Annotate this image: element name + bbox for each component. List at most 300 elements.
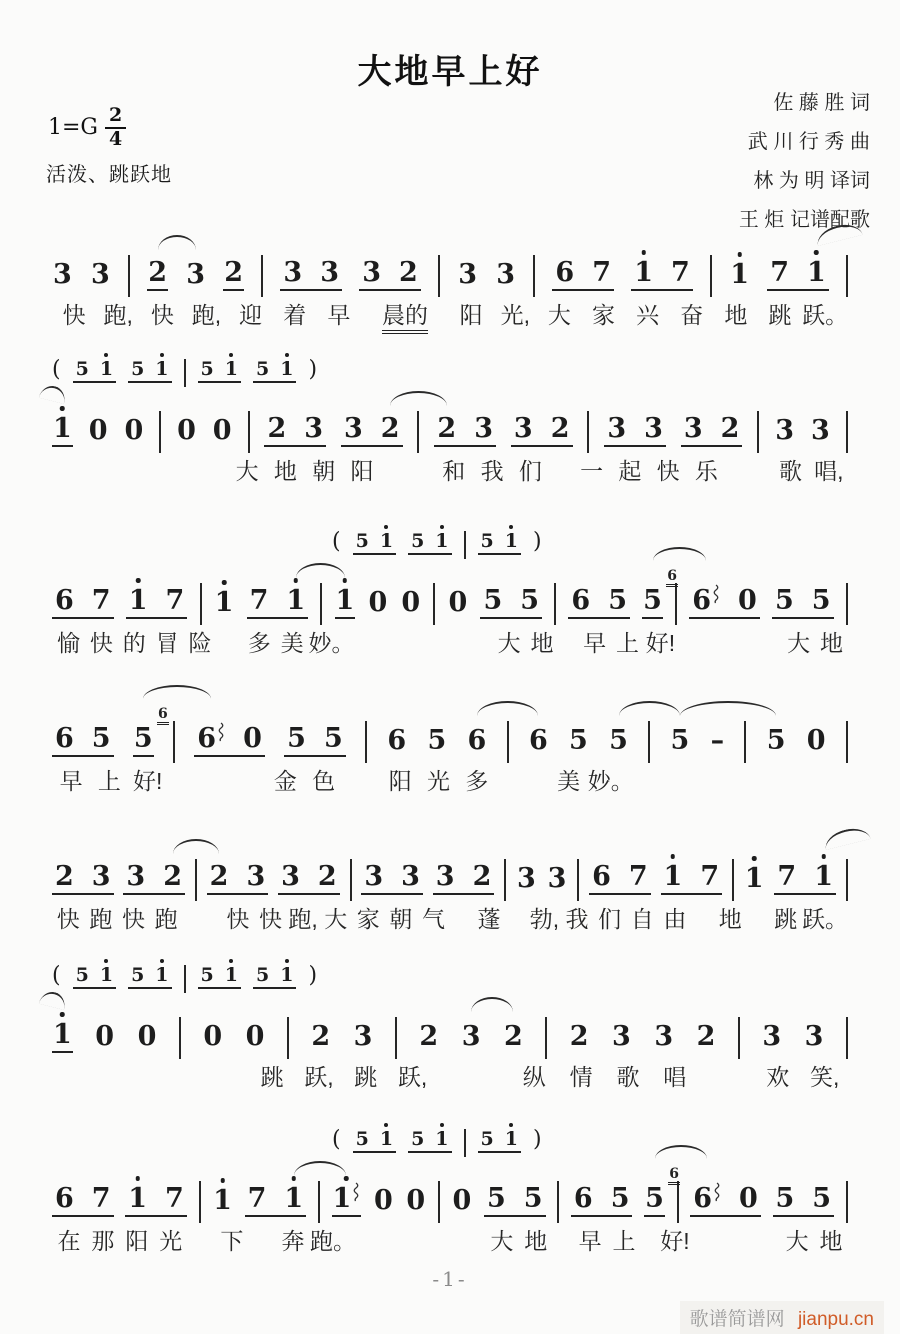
note-7 — [699, 863, 720, 890]
note-rest — [212, 417, 233, 447]
octave-dot — [292, 1176, 297, 1181]
note-digit: 6 — [573, 1183, 593, 1214]
note-5 — [523, 1185, 544, 1212]
barline — [184, 965, 186, 993]
lyric-syllable — [309, 629, 355, 659]
octave-dot — [285, 959, 289, 963]
lyric-syllable — [266, 457, 304, 487]
lyric-text: 一 — [580, 458, 604, 484]
lyric-text: 蓬 — [477, 906, 501, 932]
note-digit: 3 — [612, 1021, 631, 1052]
note-1 — [154, 360, 169, 379]
note-2 — [418, 1023, 439, 1053]
lyric-text: 欢 — [766, 1064, 790, 1090]
lyric-text: 跑 — [154, 906, 178, 932]
note-digit: 1 — [335, 585, 355, 616]
note-digit: 2 — [569, 1021, 589, 1052]
note-3 — [280, 863, 301, 890]
note-digit: 5 — [486, 1183, 506, 1214]
note-7 — [249, 587, 270, 614]
beam-group — [359, 259, 421, 291]
lyric-text: 奔 — [281, 1228, 305, 1254]
note-1 — [806, 259, 827, 286]
lyric-text: 地 — [819, 630, 843, 656]
note-digit: 3 — [474, 413, 493, 444]
note-digit: 0 — [88, 415, 108, 446]
lyric-text: 歌 — [779, 458, 803, 484]
barline — [675, 583, 677, 625]
notes-row — [52, 699, 848, 757]
lyric-text: 大 — [490, 1228, 514, 1254]
beam-group — [52, 587, 114, 619]
note-rest — [452, 1187, 473, 1217]
note-digit: 1 — [744, 863, 764, 894]
note-digit: 0 — [203, 1021, 223, 1052]
barline — [744, 721, 746, 763]
note-3 — [804, 1023, 825, 1053]
lyric-syllable — [578, 629, 611, 659]
lyric-syllable — [473, 905, 506, 935]
lyric-gap — [167, 767, 266, 797]
note-digit: 5 — [645, 1183, 664, 1214]
beam-group — [661, 863, 723, 895]
note-6 — [54, 725, 75, 752]
lyric-syllable — [228, 457, 266, 487]
lyric-syllable — [129, 767, 167, 797]
system-4 — [52, 699, 848, 797]
note-digit: 5 — [775, 585, 794, 616]
slur-arc — [143, 685, 211, 699]
beam-group — [52, 1185, 114, 1217]
note-3 — [611, 1023, 632, 1053]
note-digit: 5 — [411, 1128, 425, 1150]
note-5 — [774, 587, 795, 614]
note-digit: 2 — [696, 1021, 716, 1052]
note-digit: 1 — [379, 1128, 394, 1150]
note-3 — [461, 1023, 482, 1053]
note-5 — [200, 966, 215, 985]
barline — [159, 411, 161, 453]
lyric-text: 险 — [188, 630, 212, 656]
barline — [507, 721, 509, 763]
note-rest — [373, 1187, 394, 1217]
barline — [545, 1017, 547, 1059]
note-digit: 3 — [654, 1021, 674, 1052]
note-digit: 5 — [131, 358, 145, 380]
lyric-syllable — [558, 1063, 605, 1093]
note-digit: 7 — [671, 257, 690, 288]
beam-group — [247, 587, 309, 619]
credit-composer: 武 川 行 秀 曲 — [747, 131, 870, 153]
beam-group — [361, 863, 423, 895]
lyric-text: 好! — [132, 768, 163, 794]
lyric-text: 美 — [557, 768, 581, 794]
note-digit: 0 — [406, 1185, 426, 1216]
octave-dot — [60, 406, 65, 411]
note-1 — [504, 1130, 519, 1149]
note-2 — [162, 863, 183, 890]
lyric-syllable — [651, 1063, 698, 1093]
lyric-text: 地 — [530, 630, 554, 656]
parenthesis: ) — [533, 1127, 542, 1152]
watermark — [680, 1301, 884, 1334]
lyric-text: 美 — [280, 630, 304, 656]
notes-row — [52, 561, 848, 619]
note-digit: 5 — [608, 585, 627, 616]
lyric-text: 乐 — [694, 458, 718, 484]
note-5 — [644, 1166, 679, 1217]
lyric-text: 地 — [273, 458, 297, 484]
lyric-text: 快 — [122, 906, 146, 932]
lyric-gap — [553, 1227, 573, 1257]
note-digit: 1 — [213, 1185, 232, 1216]
note-1 — [744, 865, 765, 895]
note-digit: 2 — [437, 413, 457, 444]
lyric-text: 地 — [718, 906, 742, 932]
lyric-text: 迎 — [239, 302, 263, 328]
lyric-text: 地 — [819, 1228, 843, 1254]
note-digit: 5 — [775, 1183, 795, 1214]
note-digit: 3 — [91, 259, 110, 290]
lyric-gap — [343, 767, 381, 797]
note-digit: 2 — [419, 1021, 439, 1052]
note-3 — [606, 415, 627, 442]
note-1 — [279, 966, 294, 985]
lyric-text: 快 — [150, 302, 174, 328]
octave-dot — [104, 353, 108, 357]
note-5 — [486, 1185, 507, 1212]
note-digit: 0 — [452, 1185, 472, 1216]
barline — [757, 411, 759, 453]
note-digit: 5 — [323, 723, 343, 754]
barline — [261, 255, 263, 297]
note-digit: 3 — [644, 413, 663, 444]
note-digit: 1 — [504, 1128, 518, 1150]
beam-group — [478, 532, 521, 555]
lyric-syllable — [714, 905, 747, 935]
lyric-syllable — [458, 767, 496, 797]
note-digit: 7 — [700, 861, 720, 892]
note-3 — [343, 415, 364, 442]
note-5 — [811, 1185, 832, 1212]
note-3 — [400, 863, 421, 890]
note-digit: 5 — [256, 964, 270, 986]
note-3 — [353, 1023, 374, 1053]
note-7 — [776, 863, 797, 890]
lyric-text: 唱 — [663, 1064, 687, 1090]
accompaniment-figure — [332, 1119, 542, 1153]
lyric-text: 纵 — [522, 1064, 546, 1090]
parenthesis: ( — [52, 357, 61, 382]
lyric-syllable — [417, 905, 450, 935]
barline — [248, 411, 250, 453]
lyric-text: 跑。 — [309, 1228, 356, 1254]
note-digit: 2 — [209, 861, 229, 892]
lyric-syllable — [150, 905, 183, 935]
lyric-gap — [692, 1227, 780, 1257]
note-digit: 2 — [317, 861, 337, 892]
note-digit: 5 — [75, 964, 89, 986]
note-digit: 0 — [177, 415, 196, 446]
lyric-syllable — [758, 301, 802, 331]
note-digit: 3 — [353, 1021, 373, 1052]
note-digit: 1 — [128, 585, 148, 616]
note-digit: 6 — [197, 723, 217, 754]
lyric-syllable — [85, 629, 118, 659]
note-digit: 1 — [280, 964, 294, 986]
lyric-syllable — [573, 1227, 607, 1257]
beam-group — [571, 1185, 633, 1217]
octave-dot — [294, 578, 299, 583]
note-1 — [379, 532, 394, 551]
lyric-text: 上 — [97, 768, 121, 794]
lyric-text: 快 — [258, 906, 282, 932]
note-digit: 5 — [811, 585, 831, 616]
beam-group — [280, 259, 342, 291]
lyric-text: 跃, — [304, 1064, 334, 1090]
note-3 — [457, 261, 478, 291]
lyric-text: 下 — [220, 1228, 244, 1254]
lyric-syllable — [511, 457, 549, 487]
note-digit: 1 — [286, 585, 306, 616]
lyric-syllable — [771, 457, 809, 487]
beam-group — [434, 415, 496, 447]
lyric-gap — [496, 767, 550, 797]
beam-group — [408, 1130, 451, 1153]
lyric-text: 跑, — [103, 302, 133, 328]
lyric-syllable — [581, 301, 625, 331]
lyrics-row — [52, 1227, 848, 1257]
barline — [846, 411, 848, 453]
note-rest — [245, 1023, 266, 1053]
lyric-text: 快 — [656, 458, 680, 484]
octave-dot — [160, 959, 164, 963]
note-digit: 0 — [124, 415, 144, 446]
beam-group — [125, 1185, 187, 1217]
note-5 — [480, 532, 495, 551]
lyric-syllable — [342, 1063, 389, 1093]
lyric-text: 早 — [59, 768, 83, 794]
barline — [365, 721, 367, 763]
note-digit: 5 — [355, 530, 369, 552]
lyric-text: 上 — [616, 630, 640, 656]
lyric-text: 好! — [645, 630, 676, 656]
slur-arc — [158, 235, 196, 250]
slur-arc — [477, 701, 538, 716]
note-digit: 3 — [126, 861, 146, 892]
lyric-gap — [747, 905, 770, 935]
note-digit: 3 — [461, 1021, 481, 1052]
note-2 — [223, 259, 244, 291]
lyric-text: 跃, — [397, 1064, 428, 1090]
octave-dot — [440, 1123, 444, 1127]
lyric-text: 的 — [122, 630, 146, 656]
note-digit: 5 — [609, 725, 628, 756]
barline — [648, 721, 650, 763]
octave-dot — [440, 525, 444, 529]
note-6 — [570, 587, 591, 614]
page-number: -1- — [432, 1267, 468, 1291]
note-digit: 0 — [95, 1021, 115, 1052]
lyric-syllable — [295, 1063, 342, 1093]
note-digit: 2 — [472, 861, 492, 892]
lyric-text: 上 — [612, 1228, 636, 1254]
credits — [739, 84, 870, 240]
lyric-syllable — [802, 301, 848, 331]
note-2 — [398, 259, 419, 286]
lyric-syllable — [670, 301, 714, 331]
lyric-text: 着 — [283, 302, 307, 328]
note-digit: 3 — [320, 257, 339, 288]
note-digit: 3 — [186, 259, 205, 290]
note-7 — [670, 259, 691, 286]
note-1 — [285, 587, 306, 614]
octave-dot — [229, 959, 233, 963]
lyric-syllable — [593, 905, 626, 935]
note-1 — [335, 587, 356, 619]
beam-group — [480, 587, 542, 619]
grace-note: 6 — [668, 1167, 680, 1185]
slur-arc — [680, 701, 776, 716]
note-digit: 2 — [148, 257, 167, 288]
lyric-text: 早 — [578, 1228, 602, 1254]
note-3 — [91, 863, 112, 890]
lyric-syllable — [485, 1227, 519, 1257]
slur-arc — [390, 391, 447, 406]
note-digit: 5 — [133, 723, 153, 754]
lyric-text: 那 — [91, 1228, 115, 1254]
lyric-text: 跳 — [768, 302, 792, 328]
note-digit: 6 — [592, 861, 611, 892]
grace-note: 6 — [666, 569, 678, 587]
beam-group — [589, 863, 651, 895]
lyric-syllable — [802, 905, 848, 935]
note-digit: 1 — [155, 964, 169, 986]
note-1 — [283, 1185, 304, 1212]
lyric-syllable — [714, 301, 758, 331]
note-rest — [123, 417, 144, 447]
note-digit: 1 — [807, 257, 826, 288]
lyric-text: 兴 — [636, 302, 660, 328]
lyric-syllable — [96, 301, 140, 331]
lyric-text: 跃。 — [802, 302, 849, 328]
note-digit: 2 — [163, 861, 183, 892]
note-5 — [200, 360, 215, 379]
lyric-syllable — [151, 629, 184, 659]
note-digit: 3 — [91, 861, 111, 892]
system-1 — [52, 233, 848, 331]
note-digit: 3 — [458, 259, 477, 290]
note-rest — [137, 1023, 158, 1053]
beam-group — [264, 415, 326, 447]
lyric-syllable — [361, 301, 449, 331]
lyric-syllable — [572, 457, 610, 487]
lyric-text: 大 — [547, 302, 571, 328]
note-digit: 0 — [806, 725, 826, 756]
note-5 — [355, 532, 370, 551]
note-3 — [810, 417, 831, 447]
note-digit: 6 — [55, 723, 74, 754]
note-digit: 2 — [311, 1021, 331, 1052]
note-digit: 6 — [55, 1183, 74, 1214]
beam-group — [511, 415, 573, 447]
note-2 — [472, 863, 493, 890]
note-digit: 0 — [739, 1183, 758, 1214]
note-3 — [303, 415, 324, 442]
lyric-syllable — [754, 1063, 801, 1093]
note-digit: 0 — [448, 587, 468, 618]
note-5 — [255, 966, 270, 985]
beam-group — [198, 360, 241, 383]
lyric-text: 家 — [592, 302, 616, 328]
note-digit: 3 — [607, 413, 627, 444]
note-digit: 6 — [693, 1183, 713, 1214]
note-digit: 5 — [520, 585, 540, 616]
note-rest — [94, 1023, 115, 1053]
system-2 — [52, 349, 848, 487]
note-digit: 1 — [99, 964, 114, 986]
credit-lyricist: 佐 藤 胜 词 — [773, 92, 870, 114]
octave-dot — [135, 1176, 140, 1181]
lyric-syllable — [449, 301, 493, 331]
lyric-text: 阳 — [125, 1228, 149, 1254]
note-5 — [811, 587, 832, 614]
lyrics-row — [52, 629, 848, 659]
note-2 — [550, 415, 571, 442]
beam-group — [681, 415, 743, 447]
note-1 — [663, 863, 684, 890]
lyric-syllable — [276, 1227, 310, 1257]
lyric-syllable — [184, 629, 217, 659]
beam-group — [604, 415, 666, 447]
note-digit: 0 — [245, 1021, 265, 1052]
key-signature — [48, 106, 126, 150]
lyric-syllable — [86, 1227, 120, 1257]
lyric-syllable — [537, 301, 581, 331]
lyric-syllable — [607, 1227, 641, 1257]
note-digit: 1 — [332, 1183, 352, 1214]
note-digit: 6 — [55, 585, 74, 616]
lyric-text: 光, — [500, 302, 530, 328]
lyric-syllable — [519, 1227, 553, 1257]
note-6 — [528, 727, 549, 757]
lyric-syllable — [305, 457, 343, 487]
note-digit: 6 — [571, 585, 591, 616]
lyric-text: 阳 — [459, 302, 483, 328]
barline — [395, 1017, 397, 1059]
lyric-syllable — [266, 767, 304, 797]
note-2 — [720, 415, 741, 442]
note-5 — [91, 725, 112, 752]
note-digit: 5 — [287, 723, 306, 754]
beam-group — [198, 966, 241, 989]
lyric-text: 跳 — [774, 906, 798, 932]
note-digit: 6 — [387, 725, 407, 756]
slur-arc — [653, 547, 707, 561]
note-digit: 3 — [775, 415, 795, 446]
lyric-syllable — [611, 457, 649, 487]
credit-translator: 林 为 明 译词 — [753, 170, 870, 192]
lyric-text: 由 — [663, 906, 687, 932]
slur-arc — [173, 839, 219, 854]
lyric-text: 妙。 — [308, 630, 355, 656]
note-7 — [628, 863, 649, 890]
lyric-gap — [450, 905, 473, 935]
note-digit: 7 — [247, 1183, 267, 1214]
lyric-text: 多 — [247, 630, 271, 656]
lyric-syllable — [626, 905, 659, 935]
slur-arc — [471, 997, 513, 1012]
